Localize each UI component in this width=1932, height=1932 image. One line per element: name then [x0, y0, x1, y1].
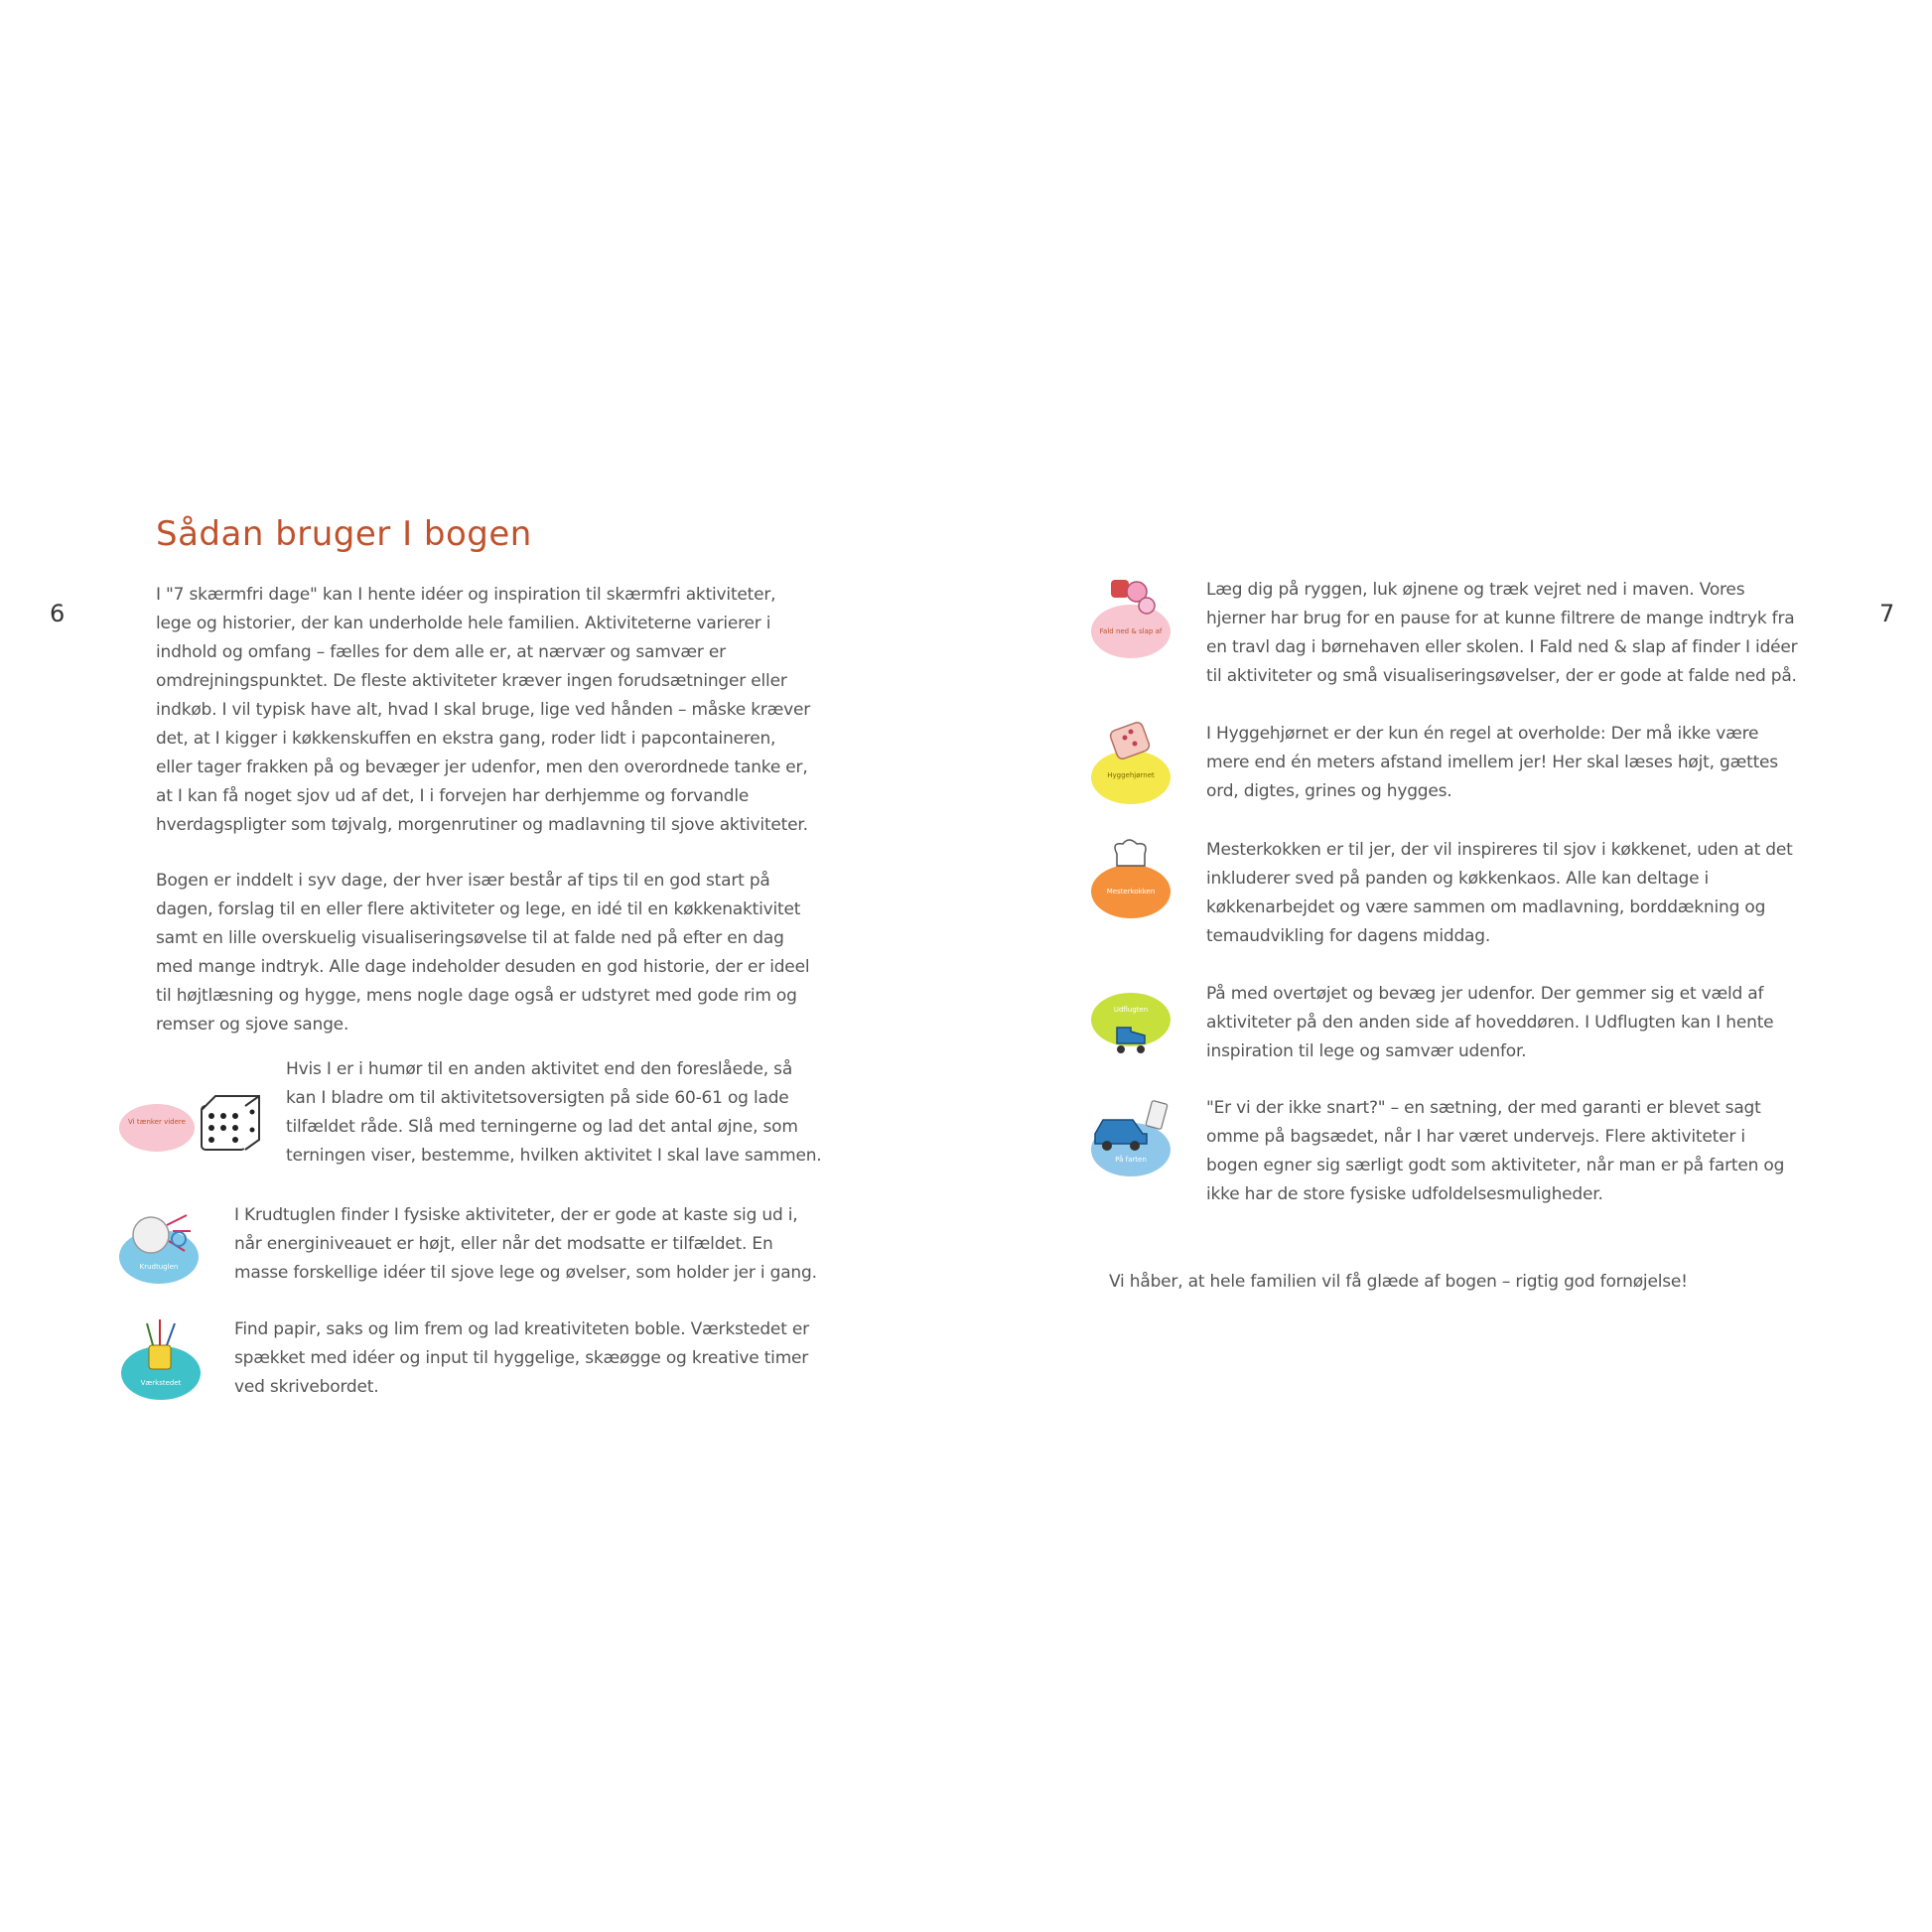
paa-farten-badge-icon	[1087, 1094, 1186, 1183]
fald-ned-section	[1087, 576, 1802, 686]
mesterkokken-badge-icon	[1087, 836, 1186, 925]
udflugten-section	[1087, 980, 1802, 1079]
krudtuglen-badge-label: Krudtuglen	[139, 1263, 179, 1271]
mesterkokken-section	[1087, 836, 1802, 955]
hyggehjoernet-badge-icon	[1087, 720, 1186, 809]
dice-section	[117, 1055, 824, 1174]
intro-paragraph-2: Bogen er inddelt i syv dage, der hver især består af tips til en god start på dagen, forslag til en eller flere aktiviteter og lege, en idé til en køkkenaktivitet samt en lille overskuelig visualiseringsøvelse til at falde ned på efter en dag med mange indtryk. Alle dage indeholder desuden en god historie, der er ideel til højtlæsning og hygge, mens nogle dage også er udstyret med gode rim og remser og sjove sange.	[156, 871, 810, 1035]
paa-farten-badge-label: På farten	[1115, 1156, 1147, 1164]
page-number-right: 7	[1879, 600, 1895, 627]
fald-ned-badge-label: Fald ned & slap af	[1099, 627, 1163, 635]
dice-badge-label: Vi tænker videre	[128, 1118, 186, 1126]
mesterkokken-badge-label: Mesterkokken	[1106, 888, 1156, 896]
krudtuglen-section	[117, 1201, 824, 1301]
vaerkstedet-text: Find papir, saks og lim frem og lad kreativiteten boble. Værkstedet er spækket med idéer og input til hyggelige, skæøgge og kreative timer ved skrivebordet.	[234, 1319, 809, 1397]
fald-ned-text: Læg dig på ryggen, luk øjnene og træk vejret ned i maven. Vores hjerner har brug for en pause for at kunne filtrere de mange indtryk fra en travl dag i børnehaven eller skolen. I Fald ned & slap af finder I idéer til aktiviteter og små visualiseringsøvelser, der er gode at falde ned på.	[1206, 580, 1798, 686]
vaerkstedet-badge-icon	[117, 1315, 216, 1405]
udflugten-badge-icon	[1087, 980, 1186, 1069]
mesterkokken-text: Mesterkokken er til jer, der vil inspireres til sjov i køkkenet, uden at det inkluderer sved på panden og køkkenkaos. Alle kan deltage i køkkenarbejdet og være sammen om madlavning, borddækning og temaudvikling for dagens middag.	[1206, 840, 1793, 946]
page-title: Sådan bruger I bogen	[156, 514, 532, 554]
hyggehjoernet-badge-label: Hyggehjørnet	[1107, 771, 1155, 779]
page-number-left: 6	[50, 600, 66, 627]
paa-farten-section	[1087, 1094, 1802, 1213]
vaerkstedet-section	[117, 1315, 824, 1415]
closing-text: Vi håber, at hele familien vil få glæde af bogen – rigtig god fornøjelse!	[1109, 1272, 1688, 1292]
hyggehjoernet-text: I Hyggehjørnet er der kun én regel at overholde: Der må ikke være mere end én meters afstand imellem jer! Her skal læses højt, gættes ord, digtes, grines og hygges.	[1206, 724, 1778, 801]
udflugten-badge-label: Udflugten	[1113, 1006, 1149, 1014]
udflugten-text: På med overtøjet og bevæg jer udenfor. Der gemmer sig et væld af aktiviteter på den anden side af hoveddøren. I Udflugten kan I hente inspiration til lege og samvær udenfor.	[1206, 984, 1774, 1061]
vaerkstedet-badge-label: Værkstedet	[140, 1379, 182, 1387]
intro-paragraph-1: I "7 skærmfri dage" kan I hente idéer og inspiration til skærmfri aktiviteter, lege og historier, der kan underholde hele familien. Aktiviteterne varierer i indhold og omfang – fælles for dem alle er, at nærvær og samvær er omdrejningspunktet. De fleste aktiviteter kræver ingen forudsætninger eller indkøb. I vil typisk have alt, hvad I skal bruge, lige ved hånden – måske kræver det, at I kigger i køkkenskuffen en ekstra gang, roder lidt i papcontaineren, eller tager frakken på og bevæger jer udenfor, men den overordnede tanke er, at I kan få noget sjov ud af det, I i forvejen har derhjemme og forvandle hverdagspligter som tøjvalg, morgenrutiner og madlavning til sjove aktiviteter.	[156, 585, 811, 835]
dice-badge-icon	[117, 1090, 276, 1160]
hyggehjoernet-section	[1087, 720, 1802, 819]
krudtuglen-badge-icon	[117, 1201, 216, 1291]
fald-ned-badge-icon	[1087, 576, 1186, 665]
paa-farten-text: "Er vi der ikke snart?" – en sætning, der med garanti er blevet sagt omme på bagsædet, når I har været undervejs. Flere aktiviteter i bogen egner sig særligt godt som aktiviteter, når man er på farten og ikke har de store fysiske udfoldelsesmuligheder.	[1206, 1098, 1785, 1204]
krudtuglen-text: I Krudtuglen finder I fysiske aktiviteter, der er gode at kaste sig ud i, når energiniveauet er højt, eller når det modsatte er tilfældet. En masse forskellige idéer til sjove lege og øvelser, som holder jer i gang.	[234, 1205, 817, 1283]
dice-text: Hvis I er i humør til en anden aktivitet end den foreslåede, så kan I bladre om til aktivitetsoversigten på side 60-61 og lade tilfældet råde. Slå med terningerne og lad det antal øjne, som terningen viser, bestemme, hvilken aktivitet I skal lave sammen.	[286, 1059, 822, 1166]
